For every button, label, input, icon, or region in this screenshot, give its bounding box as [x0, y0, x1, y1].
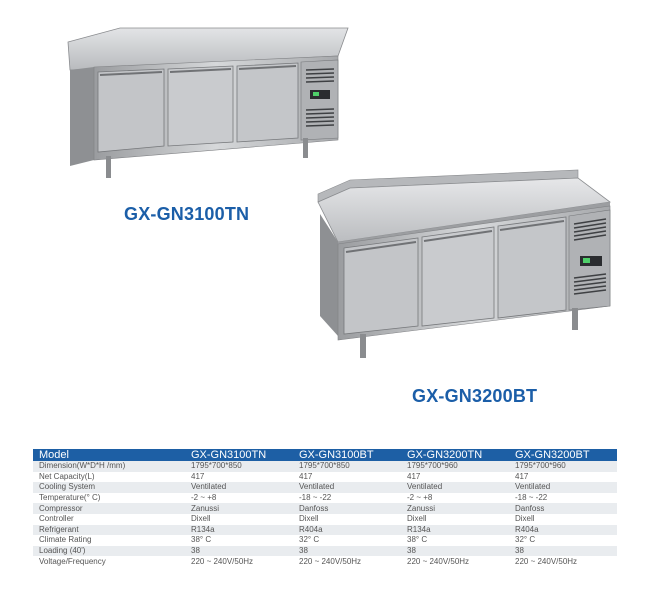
spec-value: 32° C [509, 535, 617, 546]
spec-label: Dimension(W*D*H /mm) [33, 461, 185, 472]
spec-value: 417 [401, 472, 509, 483]
spec-value: 220 ~ 240V/50Hz [293, 556, 401, 567]
spec-value: -18 ~ -22 [293, 493, 401, 504]
spec-value: Dixell [185, 514, 293, 525]
spec-value: Danfoss [293, 503, 401, 514]
spec-value: Dixell [293, 514, 401, 525]
spec-value: 32° C [293, 535, 401, 546]
spec-value: R134a [401, 525, 509, 536]
spec-label: Cooling System [33, 482, 185, 493]
spec-value: 38° C [401, 535, 509, 546]
spec-label: Compressor [33, 503, 185, 514]
table-row [33, 535, 617, 546]
spec-value: -2 ~ +8 [185, 493, 293, 504]
spec-value: 38 [293, 546, 401, 557]
table-row [33, 514, 617, 525]
product-image-gn3200bt [310, 166, 620, 362]
spec-label: Loading (40') [33, 546, 185, 557]
spec-value: Dixell [509, 514, 617, 525]
spec-value: 38 [185, 546, 293, 557]
spec-value: 1795*700*960 [509, 461, 617, 472]
spec-value: R134a [185, 525, 293, 536]
spec-label: Climate Rating [33, 535, 185, 546]
spec-value: 220 ~ 240V/50Hz [185, 556, 293, 567]
spec-label: Refrigerant [33, 525, 185, 536]
spec-value: 1795*700*960 [401, 461, 509, 472]
header-cell: Model [33, 449, 185, 461]
table-row [33, 556, 617, 567]
table-row [33, 472, 617, 483]
spec-value: Zanussi [185, 503, 293, 514]
header-cell: GX-GN3200BT [509, 449, 617, 461]
header-cell: GX-GN3100BT [293, 449, 401, 461]
spec-value: 1795*700*850 [185, 461, 293, 472]
spec-label: Temperature(° C) [33, 493, 185, 504]
spec-value: Zanussi [401, 503, 509, 514]
spec-value: 417 [185, 472, 293, 483]
table-row [33, 493, 617, 504]
spec-value: 38 [401, 546, 509, 557]
spec-value: 220 ~ 240V/50Hz [401, 556, 509, 567]
spec-value: -18 ~ -22 [509, 493, 617, 504]
spec-label: Net Capacity(L) [33, 472, 185, 483]
table-row [33, 525, 617, 536]
spec-value: Ventilated [185, 482, 293, 493]
spec-value: 38 [509, 546, 617, 557]
spec-value: 1795*700*850 [293, 461, 401, 472]
spec-value: 220 ~ 240V/50Hz [509, 556, 617, 567]
model-caption-gn3200bt: GX-GN3200BT [412, 386, 538, 406]
spec-value: Ventilated [293, 482, 401, 493]
table-row [33, 461, 617, 472]
header-cell: GX-GN3200TN [401, 449, 509, 461]
spec-label: Controller [33, 514, 185, 525]
spec-value: 38° C [185, 535, 293, 546]
spec-header-row [33, 449, 617, 461]
table-row [33, 546, 617, 557]
table-row [33, 482, 617, 493]
spec-value: 417 [293, 472, 401, 483]
spec-table [33, 449, 617, 567]
spec-value: 417 [509, 472, 617, 483]
spec-value: R404a [293, 525, 401, 536]
spec-value: Ventilated [401, 482, 509, 493]
product-image-gn3100tn [58, 20, 353, 180]
spec-label: Voltage/Frequency [33, 556, 185, 567]
spec-value: Danfoss [509, 503, 617, 514]
header-cell: GX-GN3100TN [185, 449, 293, 461]
spec-value: R404a [509, 525, 617, 536]
spec-value: Dixell [401, 514, 509, 525]
spec-value: Ventilated [509, 482, 617, 493]
model-caption-gn3100tn: GX-GN3100TN [124, 204, 250, 224]
table-row [33, 503, 617, 514]
spec-value: -2 ~ +8 [401, 493, 509, 504]
